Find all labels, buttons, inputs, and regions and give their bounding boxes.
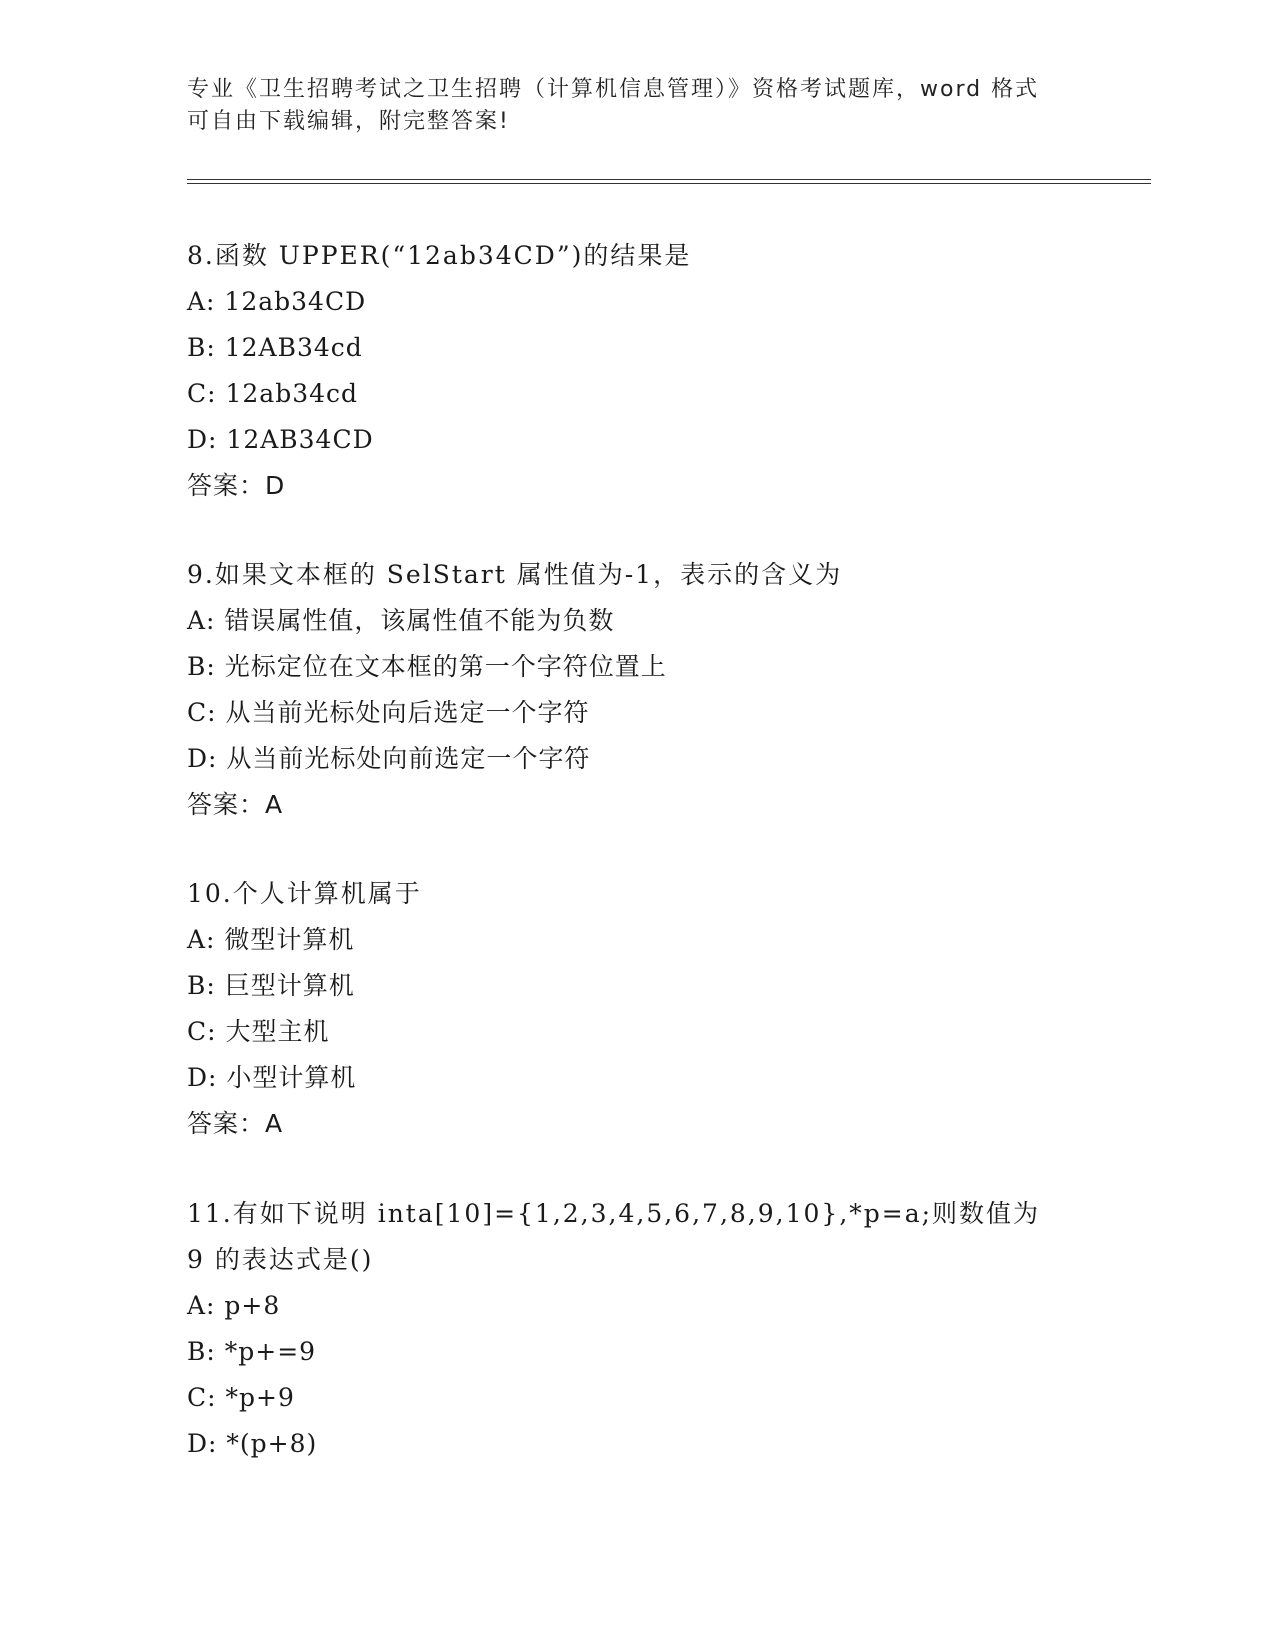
document-header (187, 74, 1087, 138)
question-title: 10.个人计算机属于 (187, 879, 422, 908)
option-c: C: *p+9 (187, 1383, 295, 1412)
option-b: B: *p+=9 (187, 1337, 317, 1366)
header-line-2: 可自由下载编辑，附完整答案! (187, 109, 510, 134)
option-a: A: 12ab34CD (187, 287, 367, 316)
option-a: A: 错误属性值，该属性值不能为负数 (187, 606, 615, 635)
question-8 (187, 233, 1087, 509)
question-10 (187, 871, 1087, 1147)
option-d: D: *(p+8) (187, 1429, 318, 1458)
question-9 (187, 552, 1087, 828)
header-divider-bottom (187, 183, 1151, 184)
option-d: D: 12AB34CD (187, 425, 374, 454)
question-title: 8.函数 UPPER(“12ab34CD”)的结果是 (187, 241, 692, 270)
answer: 答案：A (187, 1109, 284, 1138)
option-c: C: 大型主机 (187, 1017, 330, 1046)
option-a: A: 微型计算机 (187, 925, 355, 954)
option-c: C: 12ab34cd (187, 379, 359, 408)
header-line-1: 专业《卫生招聘考试之卫生招聘（计算机信息管理）》资格考试题库，word 格式 (187, 77, 1040, 102)
option-c: C: 从当前光标处向后选定一个字符 (187, 698, 590, 727)
header-divider-top (187, 179, 1151, 180)
answer: 答案：D (187, 471, 286, 500)
question-title: 11.有如下说明 inta[10]={1,2,3,4,5,6,7,8,9,10},*p=a;则数值为 9 的表达式是() (187, 1199, 1050, 1274)
question-11 (187, 1191, 1087, 1467)
answer: 答案：A (187, 790, 284, 819)
option-b: B: 巨型计算机 (187, 971, 355, 1000)
option-d: D: 从当前光标处向前选定一个字符 (187, 744, 591, 773)
option-b: B: 12AB34cd (187, 333, 363, 362)
question-title: 9.如果文本框的 SelStart 属性值为-1，表示的含义为 (187, 560, 843, 589)
option-a: A: p+8 (187, 1291, 281, 1320)
option-d: D: 小型计算机 (187, 1063, 357, 1092)
option-b: B: 光标定位在文本框的第一个字符位置上 (187, 652, 667, 681)
